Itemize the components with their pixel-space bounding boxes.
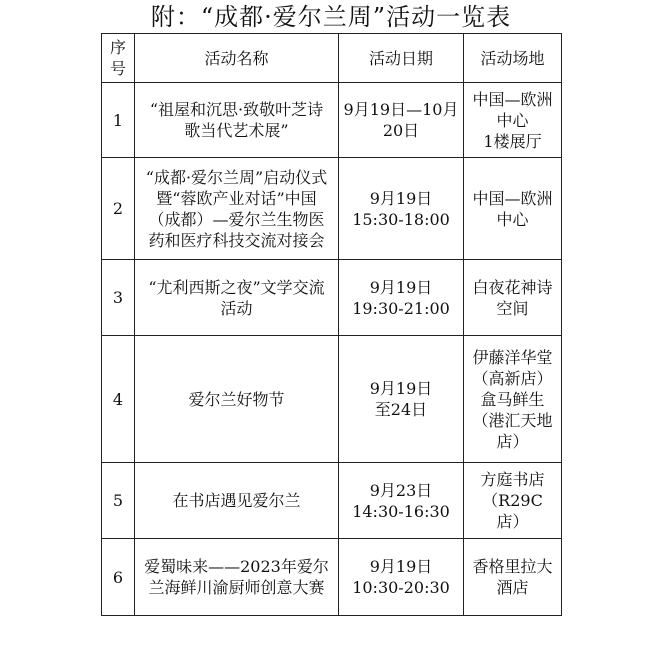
- header-date: 活动日期: [339, 34, 464, 83]
- activity-venue: 方庭书店 （R29C 店）: [464, 463, 562, 539]
- activity-name: “成都·爱尔兰周”启动仪式 暨“蓉欧产业对话”中国 （成都）—爱尔兰生物医 药和医疗科技交流对接会: [135, 158, 339, 260]
- row-index: 3: [102, 260, 135, 336]
- row-index: 1: [102, 83, 135, 158]
- activity-date: 9月23日 14:30-16:30: [339, 463, 464, 539]
- table-row: [102, 260, 562, 336]
- table-header-row: [102, 34, 562, 83]
- activity-venue: 中国—欧洲 中心: [464, 158, 562, 260]
- page-title: 附：“成都·爱尔兰周”活动一览表: [150, 3, 512, 31]
- table-row: [102, 539, 562, 616]
- activity-name: “祖屋和沉思·致敬叶芝诗 歌当代艺术展”: [135, 83, 339, 158]
- activity-venue: 白夜花神诗 空间: [464, 260, 562, 336]
- activity-name: 在书店遇见爱尔兰: [135, 463, 339, 539]
- activity-date: 9月19日 10:30-20:30: [339, 539, 464, 616]
- activity-date: 9月19日 15:30-18:00: [339, 158, 464, 260]
- activity-table: [101, 33, 562, 616]
- row-index: 5: [102, 463, 135, 539]
- table-row: [102, 336, 562, 463]
- activity-venue: 伊藤洋华堂 （高新店） 盒马鲜生 （港汇天地 店）: [464, 336, 562, 463]
- row-index: 4: [102, 336, 135, 463]
- header-venue: 活动场地: [464, 34, 562, 83]
- activity-name: 爱尔兰好物节: [135, 336, 339, 463]
- activity-name: 爱蜀味来——2023年爱尔 兰海鲜川渝厨师创意大赛: [135, 539, 339, 616]
- activity-name: “尤利西斯之夜”文学交流 活动: [135, 260, 339, 336]
- table-row: [102, 158, 562, 260]
- activity-venue: 中国—欧洲 中心 1楼展厅: [464, 83, 562, 158]
- activity-date: 9月19日 至24日: [339, 336, 464, 463]
- row-index: 6: [102, 539, 135, 616]
- header-index: 序 号: [102, 34, 135, 83]
- table-row: [102, 83, 562, 158]
- activity-venue: 香格里拉大 酒店: [464, 539, 562, 616]
- table-row: [102, 463, 562, 539]
- row-index: 2: [102, 158, 135, 260]
- header-name: 活动名称: [135, 34, 339, 83]
- activity-date: 9月19日 19:30-21:00: [339, 260, 464, 336]
- activity-date: 9月19日—10月 20日: [339, 83, 464, 158]
